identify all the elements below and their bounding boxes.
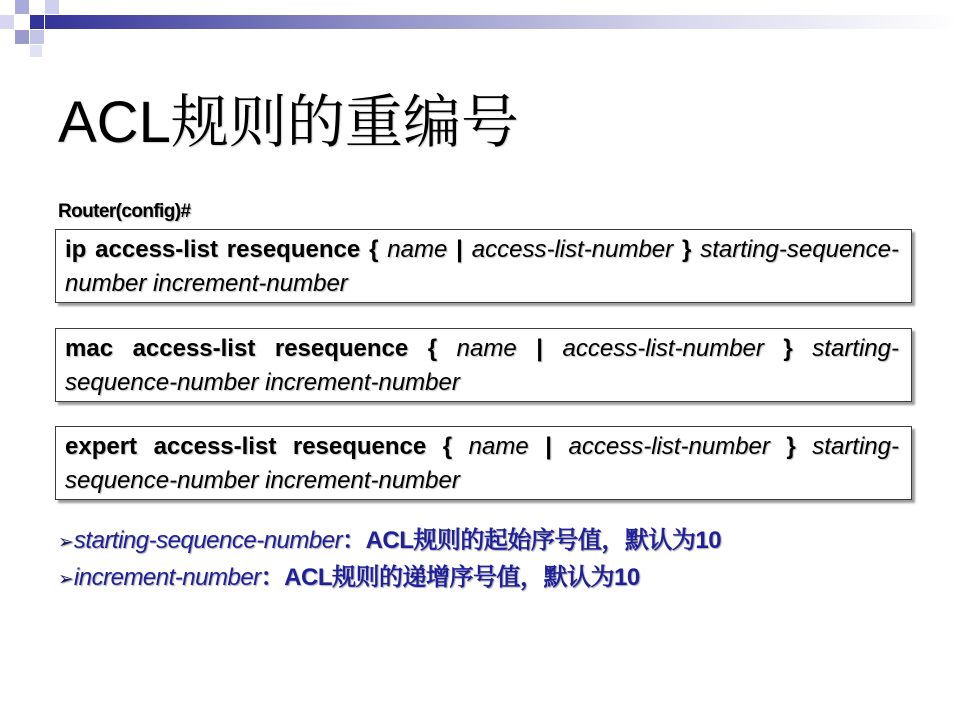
- arg-name: name: [387, 236, 448, 263]
- bullet-term: increment-number: [73, 564, 261, 591]
- decor-square: [15, 0, 29, 14]
- decor-square: [15, 30, 29, 44]
- arg-sequence-params: starting-sequence-number increment-number: [65, 236, 899, 297]
- decor-square: [45, 0, 59, 14]
- open-brace: {: [442, 433, 453, 460]
- slide-title: ACL规则的重编号: [58, 90, 519, 155]
- config-prompt: Router(config)#: [58, 201, 191, 222]
- decor-square: [30, 15, 44, 29]
- open-brace: {: [427, 335, 438, 362]
- separator: |: [456, 236, 463, 263]
- bullet-item-increment: [58, 560, 721, 597]
- close-brace: }: [682, 236, 692, 263]
- bullet-term: starting-sequence-number: [73, 527, 343, 554]
- bullet-description: ：ACL规则的起始序号值，默认为10: [342, 527, 722, 554]
- open-brace: {: [369, 236, 379, 263]
- arg-access-list-number: access-list-number: [562, 335, 764, 362]
- command-keyword: expert access-list resequence: [65, 433, 427, 460]
- bullet-description: ：ACL规则的递增序号值，默认为10: [260, 564, 640, 591]
- arg-name: name: [468, 433, 529, 460]
- command-keyword: ip access-list resequence: [65, 236, 361, 263]
- close-brace: }: [783, 335, 793, 362]
- decor-square: [30, 30, 44, 44]
- decor-square: [0, 15, 14, 29]
- bullet-item-starting-sequence: [58, 523, 721, 560]
- close-brace: }: [786, 433, 796, 460]
- separator: |: [536, 335, 543, 362]
- decor-square: [30, 45, 42, 57]
- separator: |: [545, 433, 552, 460]
- header-gradient-bar: [45, 15, 960, 29]
- arrow-bullet-icon: ➢: [58, 568, 74, 590]
- bullet-list: [58, 523, 721, 597]
- command-box-mac: [55, 328, 912, 402]
- arg-access-list-number: access-list-number: [471, 236, 674, 263]
- arrow-bullet-icon: ➢: [58, 531, 74, 553]
- arg-name: name: [456, 335, 517, 362]
- command-keyword: mac access-list resequence: [65, 335, 409, 362]
- command-box-expert: [55, 426, 912, 500]
- command-box-ip: [55, 229, 912, 303]
- arg-access-list-number: access-list-number: [568, 433, 770, 460]
- arg-sequence-params: starting-sequence-number increment-number: [65, 335, 899, 396]
- arg-sequence-params: starting-sequence-number increment-number: [65, 433, 899, 494]
